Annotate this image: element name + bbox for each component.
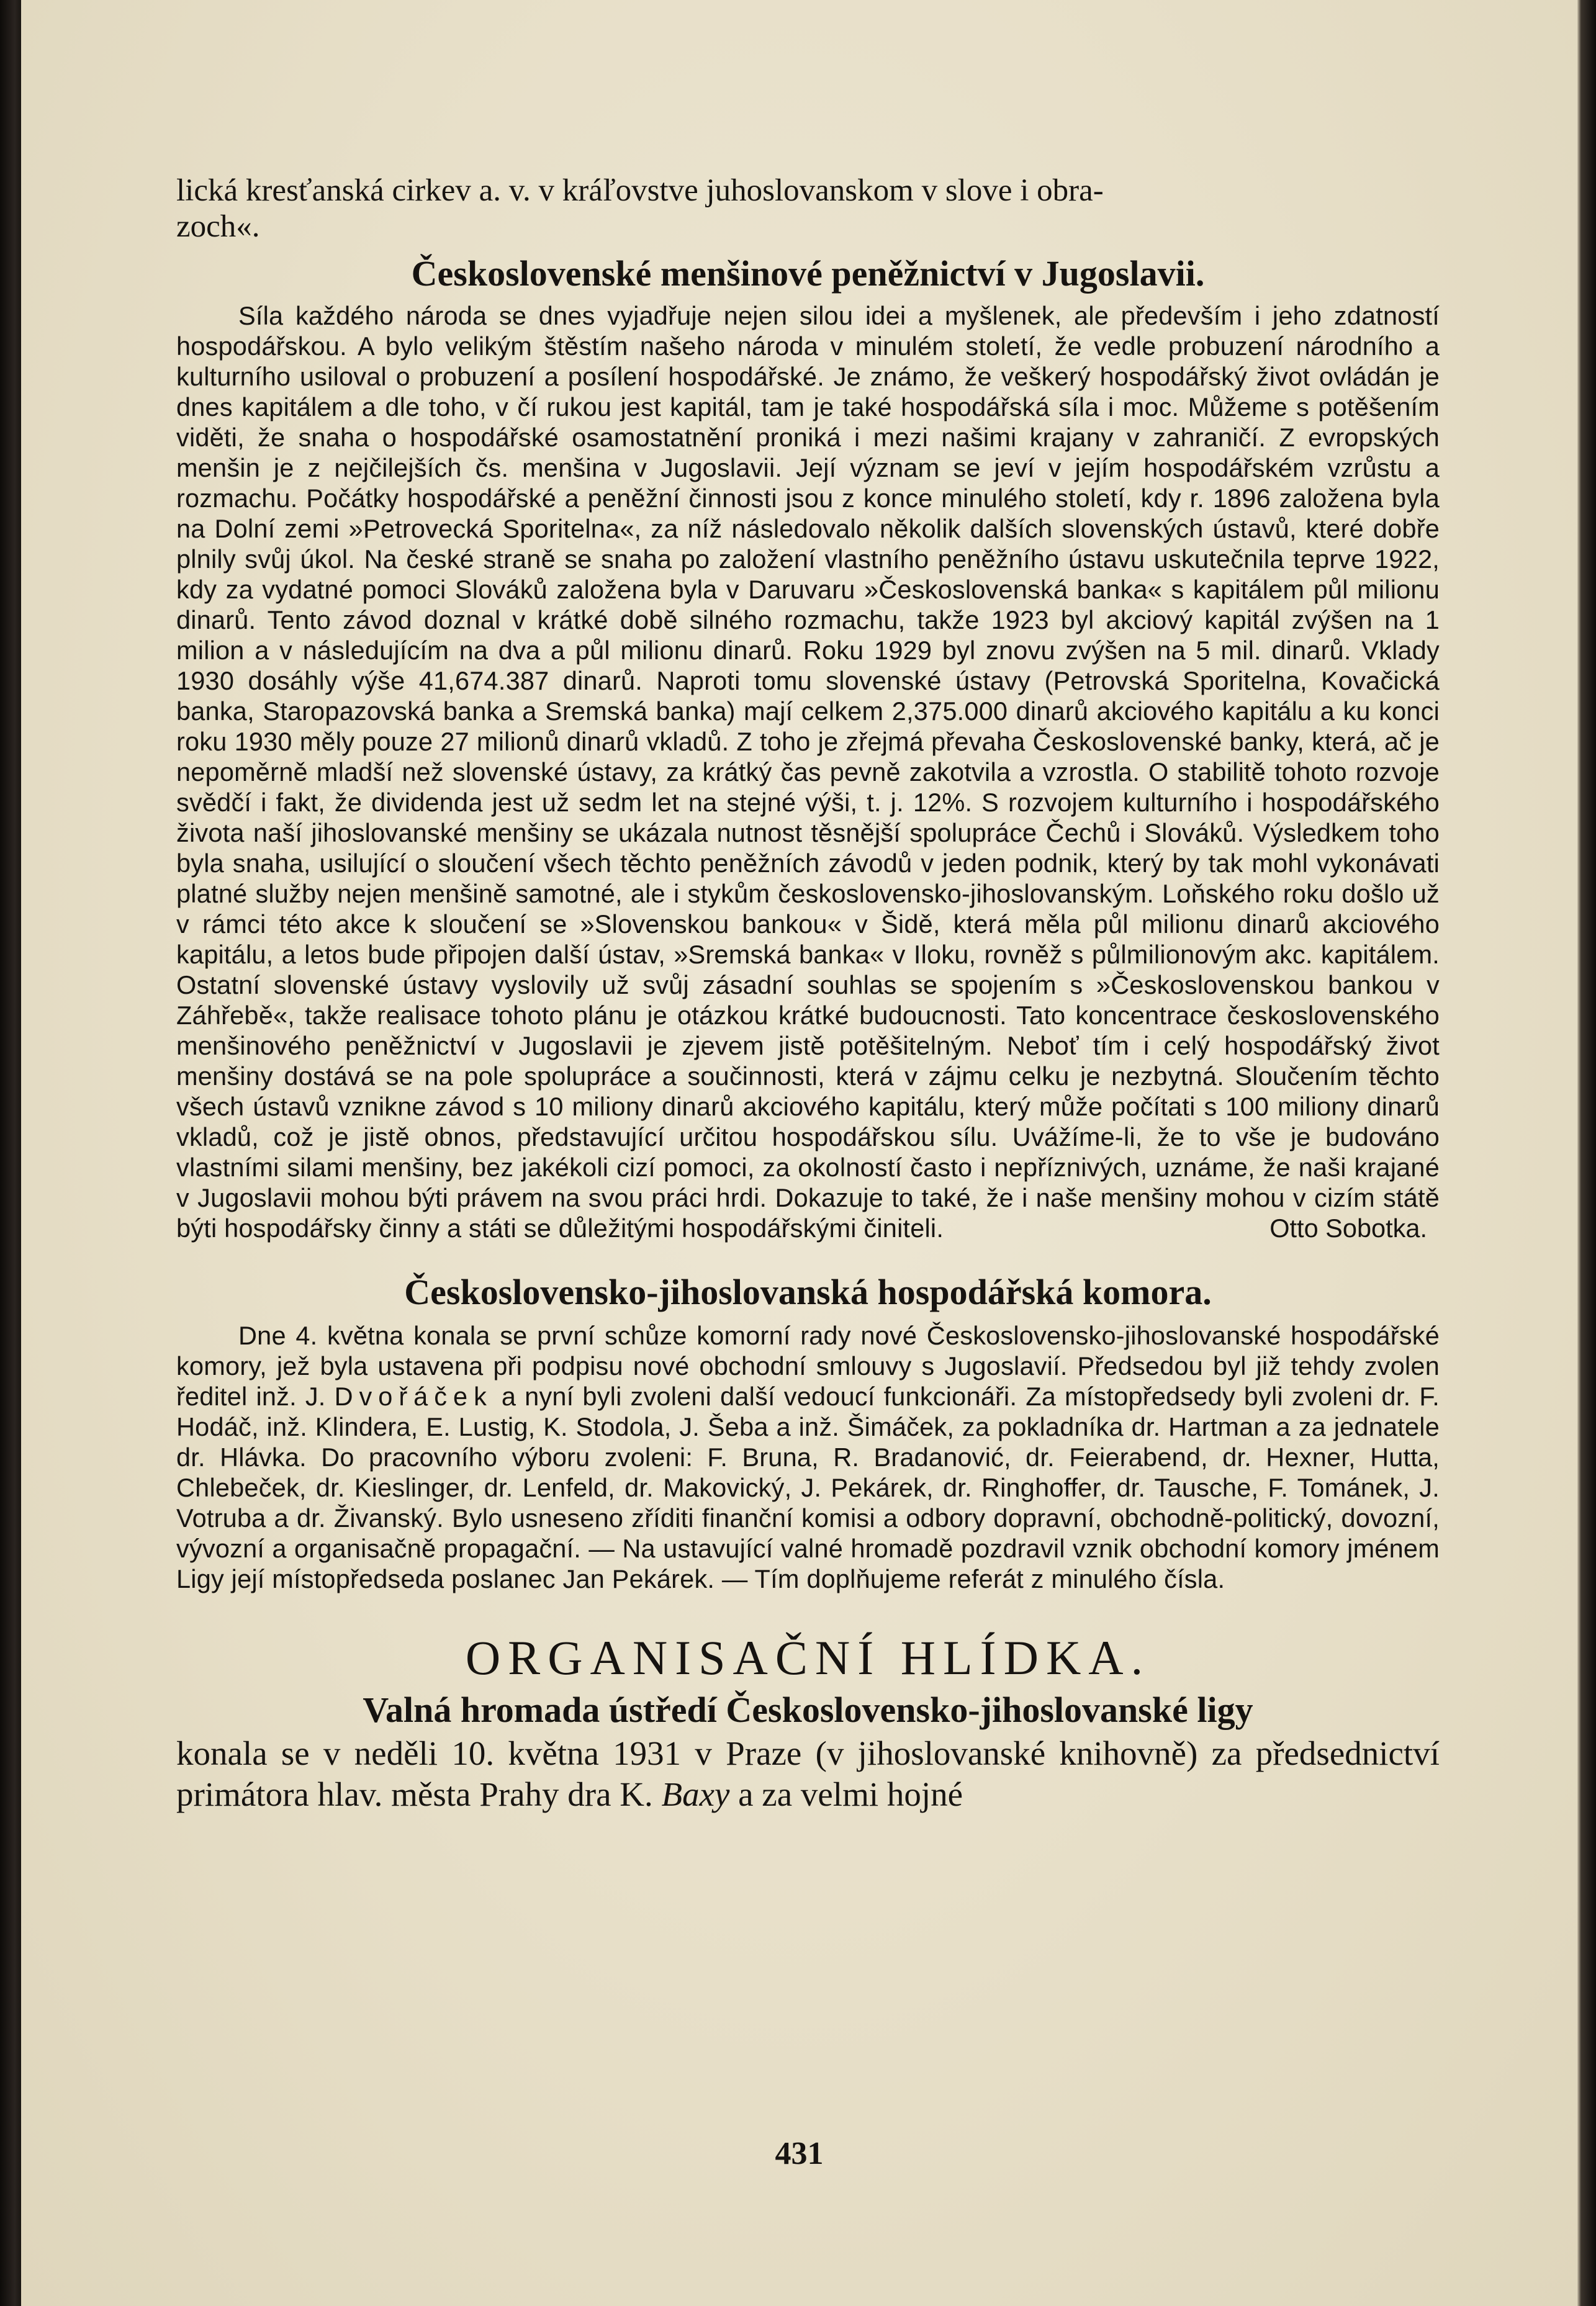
intro-line-2: zoch«.: [176, 209, 260, 244]
spaced-name-dvoracek: Dvořáček: [334, 1382, 493, 1411]
author-signature: Otto Sobotka.: [1269, 1214, 1427, 1243]
section-body-valna: [176, 1733, 1440, 1815]
section-title-komora: Československo-jihoslovanská hospodářská komora.: [404, 1272, 1212, 1312]
section-subheading-valna: Valná hromada ústředí Československo-jihoslovanské ligy: [363, 1690, 1253, 1730]
book-binding-left: [0, 0, 21, 2306]
komora-text-part-1: Dne 4. května konala se první schůze komorní rady nové Československo-jihoslovanské hospodářské komory, jež byla ustavena při podpisu nové obchodní smlouvy s Jugoslavií. Předsedou byl již tehdy zvolen ředitel inž. J.: [176, 1321, 1440, 1411]
document-page: [21, 0, 1577, 2306]
italic-name-baxy: Baxy: [661, 1775, 730, 1813]
page-number: 431: [775, 2136, 824, 2171]
section-heading-organisacni: ORGANISAČNÍ HLÍDKA.: [465, 1631, 1151, 1685]
section-body-penezni: Síla každého národa se dnes vyjadřuje nejen silou idei a myšlenek, ale především i jeho zdatností hospodářskou. A bylo velikým štěstím našeho národa v minulém století, že vedle probuzení národního a kulturního usiloval o probuzení a posílení hospodářské. Je známo, že veškerý hospodářský život ovládán je dnes kapitálem a dle toho, v čí rukou jest kapitál, tam je také hospodářská síla i moc. Můžeme s potěšením viděti, že snaha o hospodářské osamostatnění proniká i mezi našimi krajany v zahraničí. Z evropských menšin je z nejčilejších čs. menšina v Jugoslavii. Její význam se jeví v jejím hospodářském vzrůstu a rozmachu. Počátky hospodářské a peněžní činnosti jsou z konce minulého století, kdy r. 1896 založena byla na Dolní zemi »Petrovecká Sporitelna«, za níž následovalo několik dalších slovenských ústavů, které dobře plnily svůj úkol. Na české straně se snaha po založení vlastního peněžního ústavu uskutečnila teprve 1922, kdy za vydatné pomoci Slováků založena byla v Daruvaru »Československá banka« s kapitálem půl milionu dinarů. Tento závod doznal v krátké době silného rozmachu, takže 1923 byl akciový kapitál zvýšen na 1 milion a v následujícím na dva a půl milionu dinarů. Roku 1929 byl znovu zvýšen na 5 mil. dinarů. Vklady 1930 dosáhly výše 41,674.387 dinarů. Naproti tomu slovenské ústavy (Petrovská Sporitelna, Kovačická banka, Staropazovská banka a Sremská banka) mají celkem 2,375.000 dinarů akciového kapitálu a ku konci roku 1930 měly pouze 27 milionů dinarů vkladů. Z toho je zřejmá převaha Československé banky, která, ač je nepoměrně mladší než slovenské ústavy, za krátký čas pevně zakotvila a vzrostla. O stabilitě tohoto rozvoje svědčí i fakt, že dividenda jest už sedm let na stejné výši, t. j. 12%. S rozvojem kulturního i hospodářského života naší jihoslovanské menšiny se ukázala nutnost těsnější spolupráce Čechů i Slováků. Výsledkem toho byla snaha, usilující o sloučení všech těchto peněžních závodů v jeden podnik, který by tak mohl vykonávati platné služby nejen menšině samotné, ale i stykům československo-jihoslovanským. Loňského roku došlo už v rámci této akce k sloučení se »Slovenskou bankou« v Šidě, která měla půl milionu dinarů akciového kapitálu, a letos bude připojen další ústav, »Sremská banka« v Iloku, rovněž s půlmilionovým akc. kapitálem. Ostatní slovenské ústavy vyslovily už svůj zásadní souhlas se spojením s »Československou bankou v Záhřebě«, takže realisace tohoto plánu je otázkou krátké budoucnosti. Tato koncentrace československého menšinového peněžnictví v Jugoslavii je zjevem jistě potěšitelným. Neboť tím i celý hospodářský život menšiny dostává se na pole spolupráce a součinnosti, která v zájmu celku je nezbytná. Sloučením těchto všech ústavů vznikne závod s 10 miliony dinarů akciového kapitálu, který může počítati s 100 miliony dinarů vkladů, což je jistě obnos, představující určitou hospodářskou sílu. Uvážíme-li, že to vše je budováno vlastními silami menšiny, bez jakékoli cizí pomoci, za okolností často i nepříznivých, uznáme, že naši krajané v Jugoslavii mohou býti právem na svou práci hrdi. Dokazuje to také, že i naše menšiny mohou v cizím státě býti hospodářsky činny a státi se důležitými hospodářskými činiteli.: [176, 301, 1440, 1243]
valna-text-part-2: a za velmi hojné: [729, 1775, 963, 1813]
page-content: [176, 173, 1440, 1815]
book-binding-right: [1577, 0, 1596, 2306]
valna-text-part-1: konala se v neděli 10. května 1931 v Praze (v jihoslovanské knihovně) za předsednictví primátora hlav. města Prahy dra K.: [176, 1734, 1440, 1813]
intro-line-1: lická kresťanská cirkev a. v. v kráľovstve juhoslovanskom v slove i obra-: [176, 173, 1104, 208]
section-title-penezni: Československé menšinové peněžnictví v Jugoslavii.: [411, 253, 1205, 294]
komora-text-part-2: a nyní byli zvoleni další vedoucí funkcionáři. Za místopředsedy byli zvoleni dr. F. Hodáč, inž. Klindera, E. Lustig, K. Stodola, J. Šeba a inž. Šimáček, za pokladníka dr. Hartman a za jednatele dr. Hlávka. Do pracovního výboru zvoleni: F. Bruna, R. Bradanović, dr. Feierabend, dr. Hexner, Hutta, Chlebeček, dr. Kieslinger, dr. Lenfeld, dr. Makovický, J. Pekárek, dr. Ringhoffer, dr. Tausche, F. Tománek, J. Votruba a dr. Živanský. Bylo usneseno zříditi finanční komisi a odbory dopravní, obchodně-politický, dovozní, vývozní a organisačně propagační. — Na ustavující valné hromadě pozdravil vznik obchodní komory jménem Ligy její místopředseda poslanec Jan Pekárek. — Tím doplňujeme referát z minulého čísla.: [176, 1382, 1440, 1593]
intro-paragraph: [176, 173, 1440, 245]
section-body-komora: [176, 1320, 1440, 1594]
